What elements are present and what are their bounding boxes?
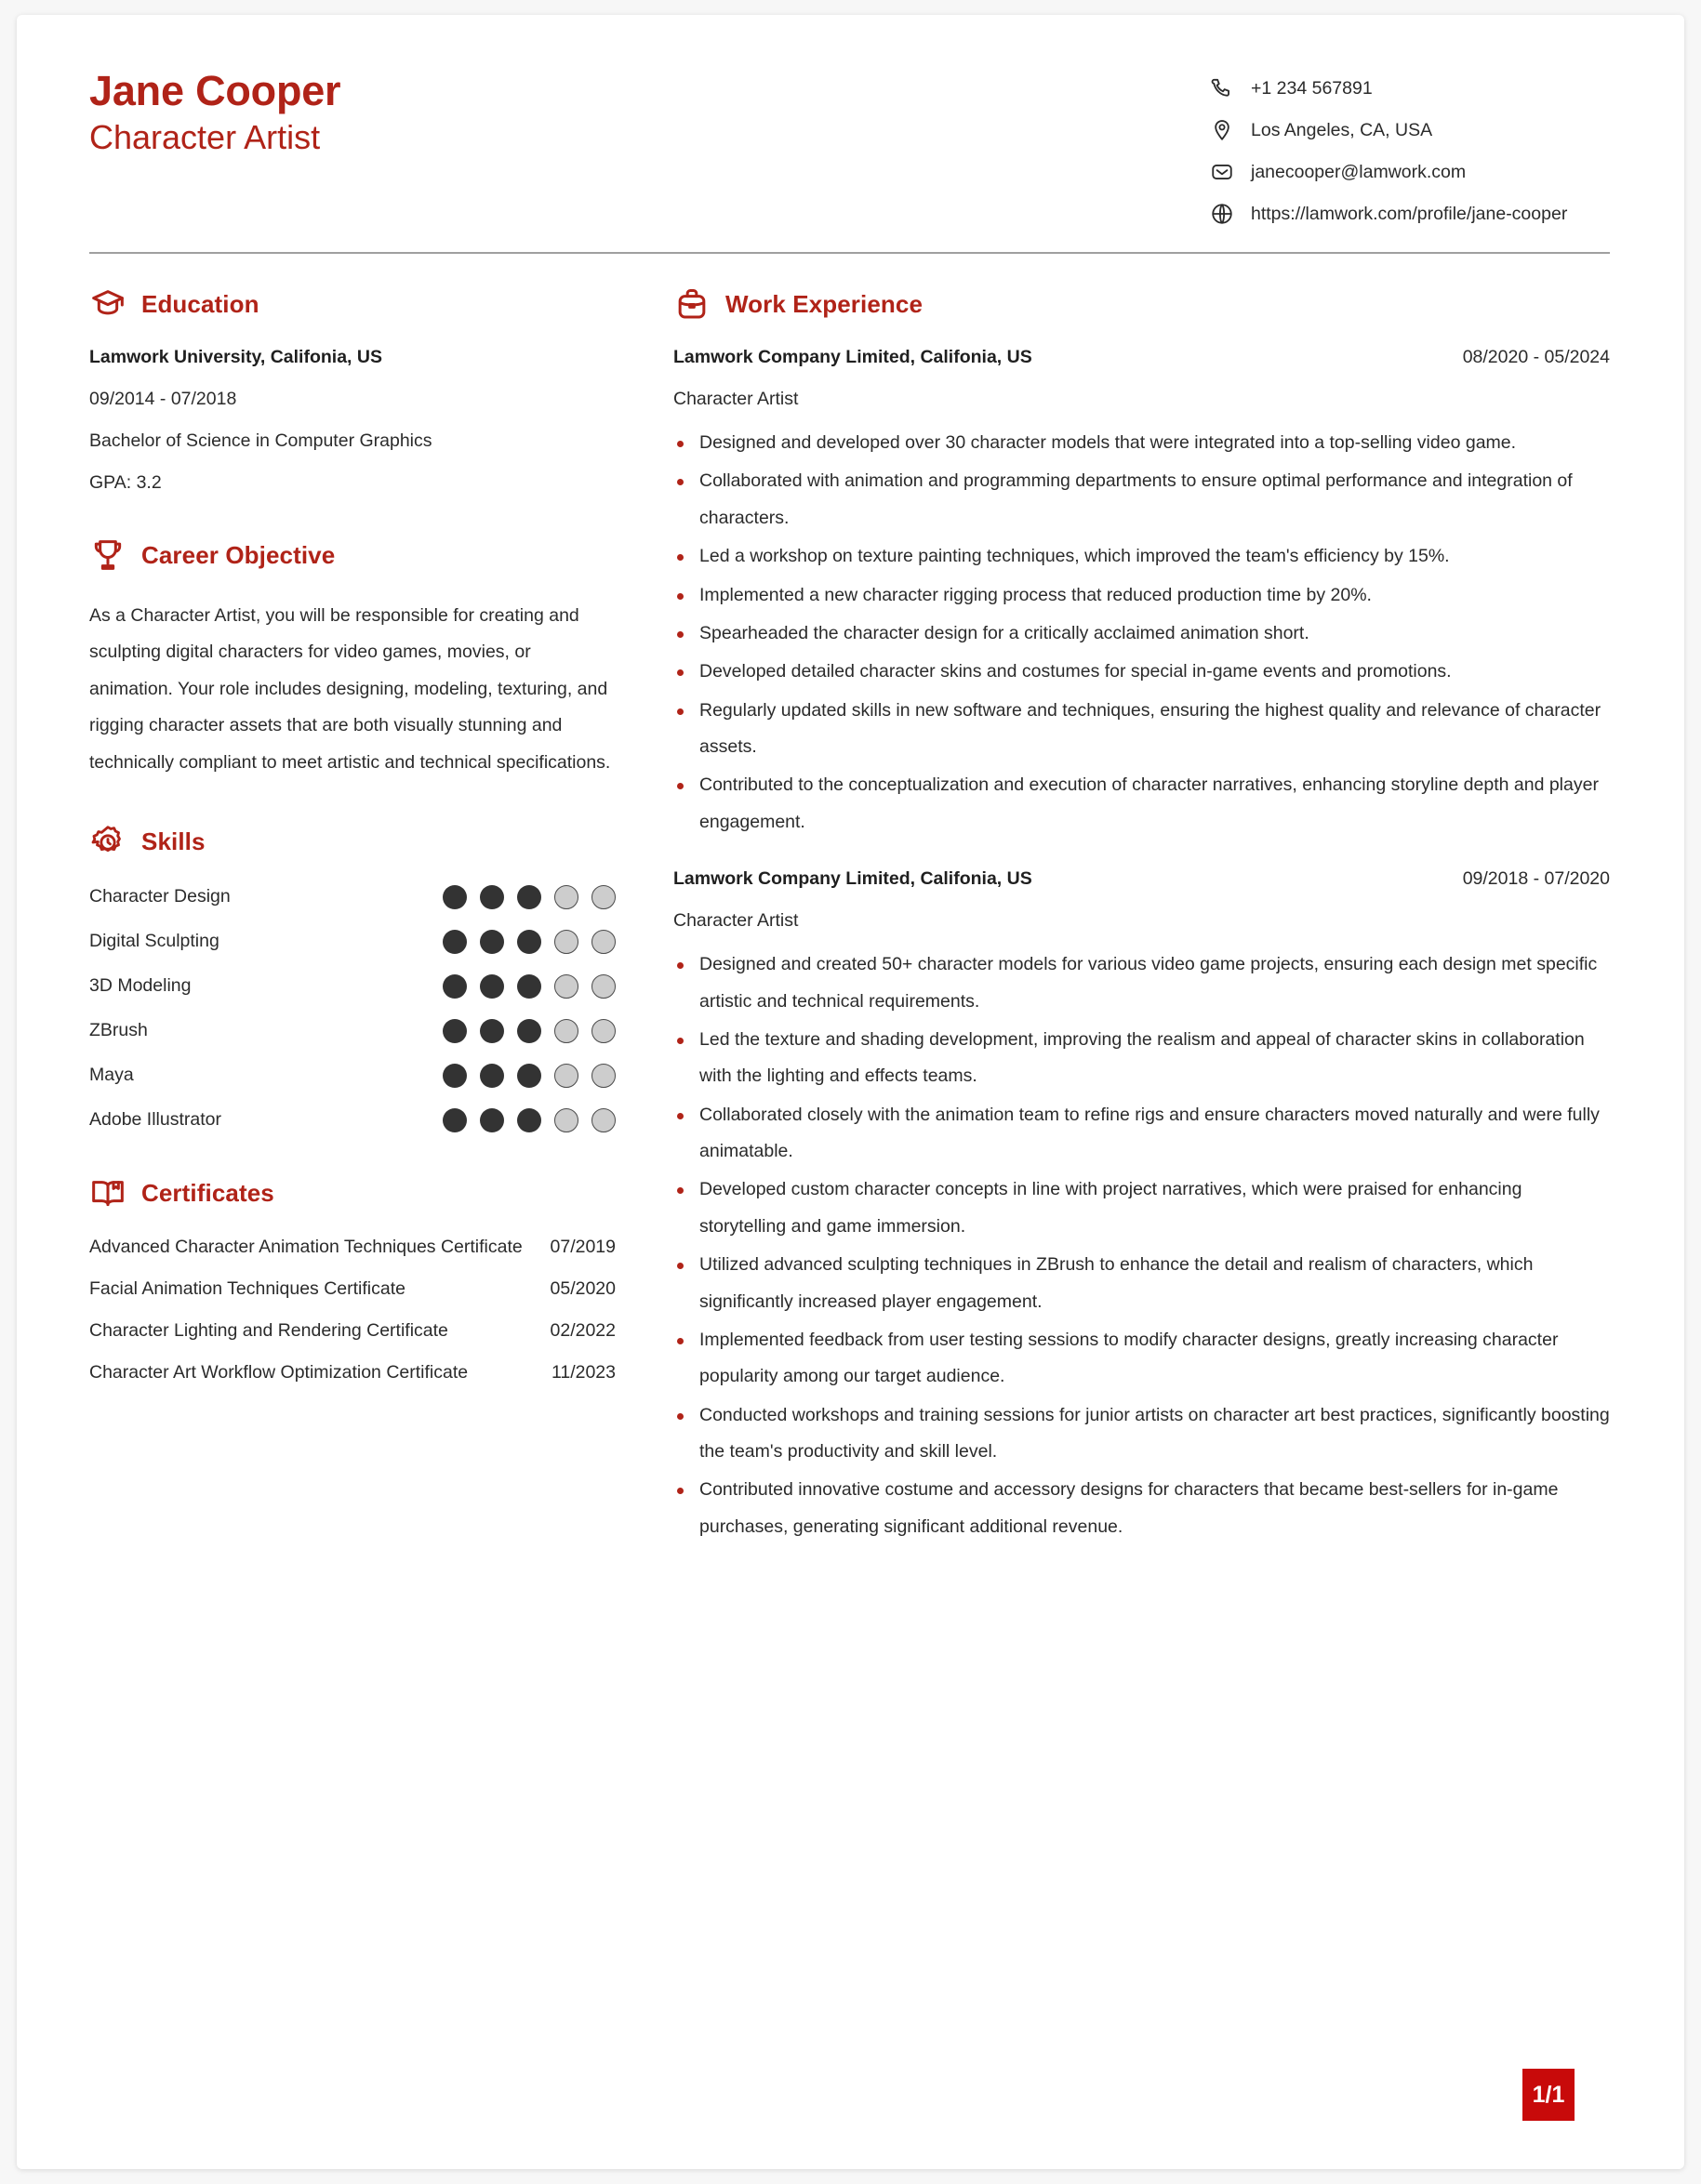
open-book-icon — [89, 1175, 126, 1212]
job-date-range: 08/2020 - 05/2024 — [1462, 347, 1610, 367]
skill-dot-filled — [517, 974, 541, 999]
job-date-range: 09/2018 - 07/2020 — [1462, 868, 1610, 890]
job-entry — [673, 868, 1610, 1545]
skill-rating — [443, 930, 616, 954]
skill-name: Adobe Illustrator — [89, 1109, 221, 1131]
contact-location-value: Los Angeles, CA, USA — [1251, 119, 1433, 140]
skill-dot-filled — [480, 930, 504, 954]
education-title: Education — [141, 289, 259, 318]
skill-dot-empty — [591, 974, 616, 999]
education-heading — [89, 285, 616, 323]
job-bullet-list — [673, 425, 1610, 841]
briefcase-icon — [673, 285, 711, 323]
skill-row — [89, 1108, 616, 1132]
skill-dot-empty — [554, 930, 578, 954]
skill-dot-filled — [517, 885, 541, 909]
skill-dot-filled — [443, 885, 467, 909]
certificate-name: Character Art Workflow Optimization Certificate — [89, 1361, 469, 1383]
certificate-name: Facial Animation Techniques Certificate — [89, 1277, 405, 1299]
contact-location — [1210, 118, 1610, 142]
job-bullet: Contributed innovative costume and accessory designs for characters that became best-sellers for in-game purchases, generating significant additional revenue. — [673, 1472, 1610, 1545]
skill-name: ZBrush — [89, 1020, 148, 1041]
skill-dot-empty — [554, 1064, 578, 1088]
skill-name: 3D Modeling — [89, 975, 192, 997]
phone-icon — [1210, 76, 1234, 100]
certificate-row — [89, 1237, 616, 1258]
career-objective-text: As a Character Artist, you will be responsible for creating and sculpting digital characters for video games, movies, or animation. Your role includes designing, modeling, texturing, and rigging character assets that are both visually stunning and technically compliant to meet artistic and technical specifications. — [89, 605, 611, 773]
skill-rating — [443, 1108, 616, 1132]
skill-dot-empty — [591, 885, 616, 909]
skill-dot-filled — [517, 1108, 541, 1132]
certificate-date: 05/2020 — [550, 1277, 616, 1299]
location-pin-icon — [1210, 118, 1234, 142]
contact-email — [1210, 160, 1610, 184]
contact-phone — [1210, 76, 1610, 100]
skill-name: Character Design — [89, 886, 231, 907]
skill-row — [89, 1019, 616, 1043]
job-bullet: Led a workshop on texture painting techniques, which improved the team's efficiency by 15%. — [673, 538, 1610, 575]
certificate-row — [89, 1278, 616, 1300]
career-objective-title: Career Objective — [141, 540, 336, 569]
contact-list — [1210, 76, 1610, 226]
certificate-date: 02/2022 — [550, 1319, 616, 1341]
skill-name: Maya — [89, 1065, 134, 1086]
envelope-icon — [1210, 160, 1234, 184]
job-bullet: Developed detailed character skins and costumes for special in-game events and promotions. — [673, 654, 1610, 690]
education-dates: 09/2014 - 07/2018 — [89, 389, 237, 409]
job-bullet: Designed and created 50+ character models for various video game projects, ensuring each design met specific artistic and technical requirements. — [673, 946, 1610, 1020]
left-column — [89, 285, 616, 1426]
contact-email-value: janecooper@lamwork.com — [1251, 161, 1467, 182]
job-bullet: Designed and developed over 30 character models that were integrated into a top-selling video game. — [673, 425, 1610, 461]
education-school: Lamwork University, Califonia, US — [89, 347, 382, 367]
globe-icon — [1210, 202, 1234, 226]
skill-dot-filled — [443, 974, 467, 999]
job-bullet: Conducted workshops and training sessions for junior artists on character art best practices, significantly boosting the team's productivity and skill level. — [673, 1397, 1610, 1471]
candidate-role: Character Artist — [89, 118, 321, 157]
skill-rating — [443, 974, 616, 999]
skill-dot-filled — [480, 1019, 504, 1043]
certificate-date: 11/2023 — [551, 1361, 616, 1383]
skill-rating — [443, 885, 616, 909]
job-entry — [673, 347, 1610, 841]
job-bullet: Spearheaded the character design for a critically acclaimed animation short. — [673, 615, 1610, 652]
job-organization: Lamwork Company Limited, Califonia, US — [673, 347, 1032, 367]
certificate-row — [89, 1320, 616, 1342]
trophy-icon — [89, 536, 126, 574]
certificate-name: Character Lighting and Rendering Certificate — [89, 1319, 448, 1341]
skill-dot-filled — [480, 974, 504, 999]
job-header — [673, 347, 1610, 368]
skill-dot-filled — [443, 1064, 467, 1088]
identity-block — [89, 69, 340, 160]
job-bullet: Led the texture and shading development, improving the realism and appeal of character skins in collaboration with the lighting and effects teams. — [673, 1022, 1610, 1095]
job-bullet: Contributed to the conceptualization and execution of character narratives, enhancing storyline depth and player engagement. — [673, 767, 1610, 841]
skill-dot-filled — [480, 1064, 504, 1088]
skill-dot-filled — [517, 1019, 541, 1043]
skill-dot-empty — [554, 1019, 578, 1043]
gear-clock-icon — [89, 824, 126, 861]
skills-title: Skills — [141, 827, 206, 856]
jobs-list — [673, 347, 1610, 1545]
job-header — [673, 868, 1610, 890]
skill-name: Digital Sculpting — [89, 931, 219, 952]
job-bullet: Implemented a new character rigging process that reduced production time by 20%. — [673, 577, 1610, 614]
job-role: Character Artist — [673, 910, 799, 932]
job-bullet: Regularly updated skills in new software and techniques, ensuring the highest quality and relevance of character assets. — [673, 693, 1610, 766]
contact-website-value: https://lamwork.com/profile/jane-cooper — [1251, 203, 1568, 224]
skill-dot-filled — [443, 930, 467, 954]
certificate-row — [89, 1362, 616, 1383]
skill-row — [89, 930, 616, 954]
skill-rating — [443, 1064, 616, 1088]
job-role: Character Artist — [673, 389, 799, 409]
skill-dot-filled — [480, 885, 504, 909]
skills-section — [89, 824, 616, 1132]
certificates-title: Certificates — [141, 1179, 274, 1208]
education-section — [89, 285, 616, 494]
work-experience-heading — [673, 285, 1610, 323]
job-organization: Lamwork Company Limited, Califonia, US — [673, 868, 1032, 890]
skill-row — [89, 885, 616, 909]
job-bullet-list — [673, 946, 1610, 1545]
skills-heading — [89, 824, 616, 861]
certificates-list — [89, 1237, 616, 1383]
header-divider — [89, 252, 1610, 254]
skill-dot-empty — [591, 1064, 616, 1088]
career-objective-heading — [89, 536, 616, 574]
job-bullet: Collaborated closely with the animation team to refine rigs and ensure characters moved naturally and were fully animatable. — [673, 1097, 1610, 1171]
skill-dot-empty — [591, 1019, 616, 1043]
skill-dot-empty — [554, 1108, 578, 1132]
skill-dot-filled — [517, 930, 541, 954]
job-bullet: Utilized advanced sculpting techniques in ZBrush to enhance the detail and realism of characters, which significantly increased player engagement. — [673, 1247, 1610, 1320]
candidate-name: Jane Cooper — [89, 67, 341, 114]
job-bullet: Implemented feedback from user testing sessions to modify character designs, greatly increasing character popularity among our target audience. — [673, 1322, 1610, 1396]
skill-dot-filled — [443, 1019, 467, 1043]
graduation-cap-icon — [89, 285, 126, 323]
certificates-heading — [89, 1175, 616, 1212]
contact-phone-value: +1 234 567891 — [1251, 77, 1373, 99]
resume-page — [17, 15, 1684, 2169]
contact-website — [1210, 202, 1610, 226]
skill-dot-empty — [591, 1108, 616, 1132]
job-bullet: Developed custom character concepts in line with project narratives, which were praised for enhancing storytelling and game immersion. — [673, 1171, 1610, 1245]
skill-dot-empty — [554, 974, 578, 999]
education-gpa: GPA: 3.2 — [89, 472, 162, 493]
skill-row — [89, 1064, 616, 1088]
certificates-section — [89, 1175, 616, 1383]
skill-dot-empty — [554, 885, 578, 909]
page-indicator-badge: 1/1 — [1522, 2069, 1575, 2121]
skill-rating — [443, 1019, 616, 1043]
job-bullet: Collaborated with animation and programming departments to ensure optimal performance and integration of characters. — [673, 463, 1610, 536]
skill-dot-filled — [443, 1108, 467, 1132]
certificate-name: Advanced Character Animation Techniques Certificate — [89, 1236, 523, 1257]
resume-header — [73, 52, 1628, 226]
skill-dot-filled — [480, 1108, 504, 1132]
skill-dot-empty — [591, 930, 616, 954]
career-objective-section — [89, 536, 616, 781]
right-column — [673, 285, 1610, 1588]
certificate-date: 07/2019 — [550, 1236, 616, 1257]
skills-list — [89, 885, 616, 1132]
work-experience-section — [673, 285, 1610, 1545]
skill-row — [89, 974, 616, 999]
education-degree: Bachelor of Science in Computer Graphics — [89, 430, 432, 451]
skill-dot-filled — [517, 1064, 541, 1088]
work-experience-title: Work Experience — [725, 289, 924, 318]
